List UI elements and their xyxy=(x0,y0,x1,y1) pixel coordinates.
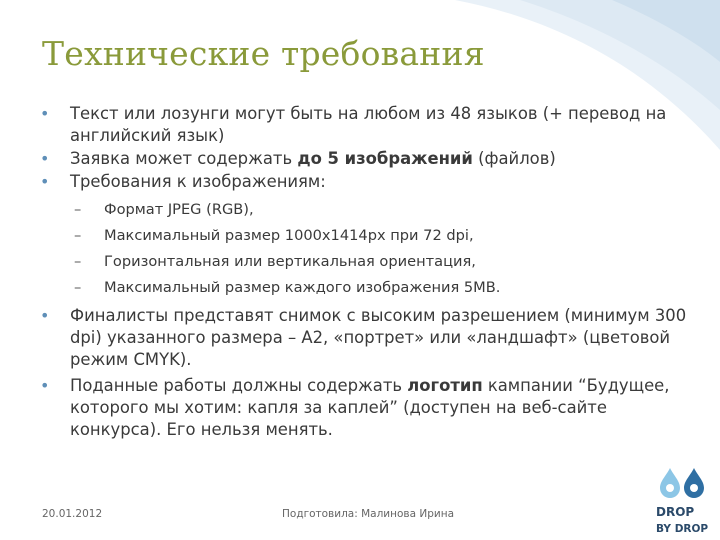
sub-item-text: Максимальный размер 1000х1414px при 72 dpi, xyxy=(104,227,474,244)
bullet-marker: • xyxy=(40,149,50,168)
bullet-marker: • xyxy=(40,104,50,123)
sub-item-text: Горизонтальная или вертикальная ориентация, xyxy=(104,253,476,270)
bullet-text: Поданные работы должны содержать xyxy=(70,376,408,395)
bullet-marker: • xyxy=(40,172,50,191)
dash-marker: – xyxy=(74,279,82,296)
dash-marker: – xyxy=(74,253,82,270)
sub-item xyxy=(40,197,690,223)
bullet-marker: • xyxy=(40,306,50,325)
sub-item-text: Формат JPEG (RGB), xyxy=(104,201,254,218)
bullet-item xyxy=(40,305,690,371)
dash-marker: – xyxy=(74,227,82,244)
bullet-text: Финалисты представят снимок с высоким разрешением (минимум 300 dpi) указанного размера – А2, «портрет» или «ландшафт» (цветовой режим CMYK). xyxy=(70,306,687,369)
sub-item-text: Максимальный размер каждого изображения 5MB. xyxy=(104,279,501,296)
bullet-item xyxy=(40,171,690,193)
sub-item xyxy=(40,223,690,249)
sub-item xyxy=(40,275,690,301)
bullet-text: кампании “Будущее, которого мы хотим: капля за каплей” (доступен на веб-сайте конкурса). Его нельзя менять. xyxy=(70,376,670,439)
sub-item xyxy=(40,249,690,275)
image-requirements-sublist xyxy=(40,197,690,301)
bullet-text: (файлов) xyxy=(472,149,556,168)
footer-date: 20.01.2012 xyxy=(42,508,103,520)
bullet-item xyxy=(40,103,690,147)
bullet-text: Требования к изображениям: xyxy=(70,172,326,191)
requirements-list xyxy=(40,103,690,441)
bullet-marker: • xyxy=(40,376,50,395)
dash-marker: – xyxy=(74,201,82,218)
logo-line2: BY DROP xyxy=(656,523,709,535)
logo-line1: DROP xyxy=(656,505,695,519)
footer-author: Подготовила: Малинова Ирина xyxy=(282,508,455,520)
bullet-emphasis: логотип xyxy=(407,376,483,395)
bullet-text: Текст или лозунги могут быть на любом из 48 языков (+ перевод на английский язык) xyxy=(70,104,667,145)
bullet-emphasis: до 5 изображений xyxy=(297,149,473,168)
page-title: Технические требования xyxy=(42,34,485,73)
bullet-item xyxy=(40,375,690,441)
bullet-text: Заявка может содержать xyxy=(70,149,298,168)
drop-by-drop-logo xyxy=(652,466,716,538)
bullet-item xyxy=(40,148,690,170)
